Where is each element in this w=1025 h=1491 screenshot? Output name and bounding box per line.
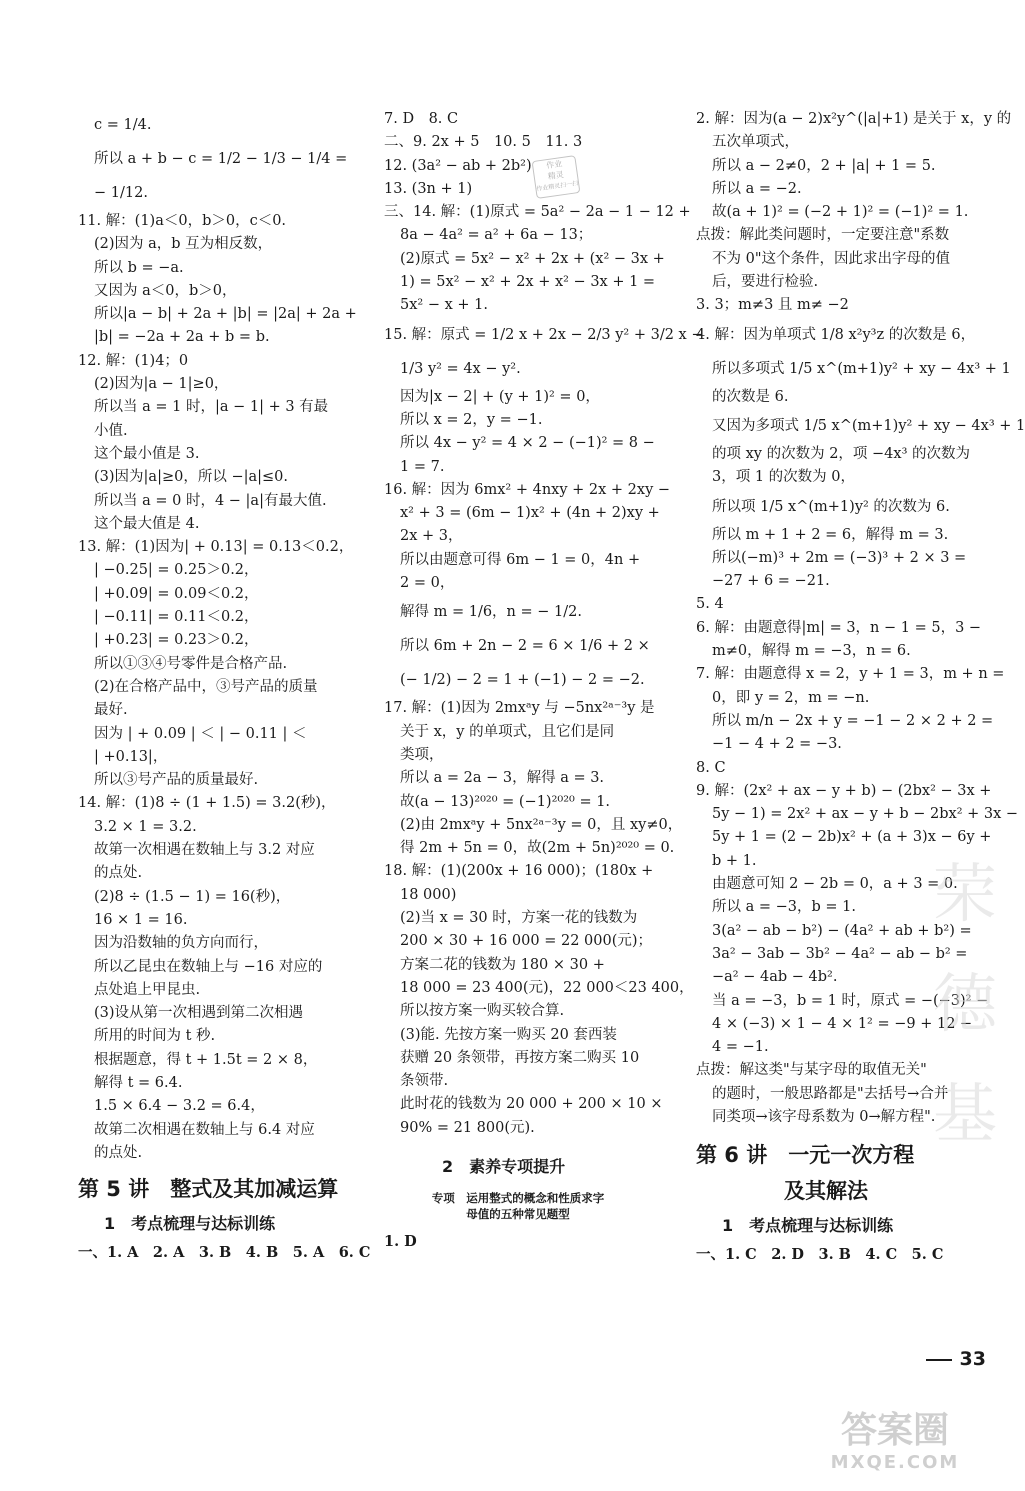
col1-line: 解得 t = 6.4.	[94, 1074, 183, 1091]
col2-line: 三、14. 解：(1)原式 = 5a² − 2a − 1 − 12 +	[384, 204, 691, 221]
col2-line: (2)原式 = 5x² − x² + 2x + (x² − 3x +	[400, 250, 665, 267]
col2-line: 12. (3a² − ab + 2b²)	[384, 157, 532, 174]
col3-line: 3a² − 3ab − 3b² − 4a² − ab − b² =	[712, 945, 968, 962]
col2-line: 所以 4x − y² = 4 × 2 − (−1)² = 8 −	[400, 435, 655, 452]
column-middle	[384, 108, 704, 1253]
col2-line: 1 = 7.	[400, 458, 445, 475]
col1-line: 所用的时间为 t 秒.	[94, 1028, 216, 1045]
col1-line: 所以 b = −a.	[94, 259, 184, 276]
col3-line: 点拨：解这类"与某字母的取值无关"	[696, 1062, 927, 1079]
site-watermark-logo: 答案圈	[840, 1410, 949, 1451]
site-watermark	[800, 1410, 990, 1474]
stamp-line-2: 精灵	[547, 169, 565, 182]
col3-line: 后，要进行检验.	[712, 274, 819, 291]
choice-answers-2: 一、1. C 2. D 3. B 4. C 5. C	[696, 1246, 944, 1264]
side-watermark-char-3: 基	[933, 1078, 997, 1152]
col3-line: 的次数是 6.	[712, 388, 789, 405]
col1-line: 14. 解：(1)8 ÷ (1 + 1.5) = 3.2(秒)，	[78, 795, 336, 812]
side-watermark-char-1: 荣	[933, 858, 997, 932]
col2-line: 方案二花的钱数为 180 × 30 +	[400, 956, 605, 973]
col1-line: 故第二次相遇在数轴上与 6.4 对应	[94, 1121, 315, 1138]
special-answer: 1. D	[384, 1232, 417, 1250]
col1-line: 最好.	[94, 702, 128, 719]
col2-line: 所以 x = 2，y = −1.	[400, 411, 543, 428]
col2-line: (2)由 2mxᵃy + 5nx²ᵃ⁻³y = 0，且 xy≠0，	[400, 816, 683, 833]
section-title-lesson-6-line-1: 第 6 讲 一元一次方程	[696, 1143, 915, 1168]
col2-line: 18 000 = 23 400(元)，22 000＜23 400，	[400, 979, 694, 996]
col2-line: 所以由题意可得 6m − 1 = 0，4n +	[400, 551, 641, 568]
col1-line: 根据题意，得 t + 1.5t = 2 × 8，	[94, 1051, 318, 1068]
col3-line: 所以多项式 1/5 x^(m+1)y² + xy − 4x³ + 1	[712, 360, 1011, 377]
col2-line: 8a − 4a² = a² + 6a − 13；	[400, 227, 593, 244]
col3-line: m≠0，解得 m = −3，n = 6.	[712, 643, 911, 660]
col2-line: 解得 m = 1/6，n = − 1/2.	[400, 604, 582, 621]
col1-line: 1.5 × 6.4 − 3.2 = 6.4，	[94, 1098, 265, 1115]
col1-line: (3)设从第一次相遇到第二次相遇	[94, 1005, 304, 1022]
column-right	[696, 108, 1025, 1267]
sub-title-review-training-2: 1 考点梳理与达标训练	[722, 1216, 894, 1236]
col1-line: 3.2 × 1 = 3.2.	[94, 818, 197, 835]
col3-line: 3. 3；m≠3 且 m≠ −2	[696, 297, 849, 314]
stamp-line-1: 作业	[545, 159, 563, 171]
col1-line: (2)在合格产品中，③号产品的质量	[94, 678, 318, 695]
col3-line: 4 × (−3) × 1 − 4 × 1² = −9 + 12 −	[712, 1015, 973, 1032]
col1-line: |b| = −2a + 2a + b = b.	[94, 329, 270, 346]
col1-line: 因为沿数轴的负方向而行，	[94, 935, 268, 952]
col1-line: (2)8 ÷ (1.5 − 1) = 16(秒)，	[94, 888, 291, 905]
col3-line: 0，即 y = 2，m = −n.	[712, 689, 870, 706]
col3-line: 7. 解：由题意得 x = 2，y + 1 = 3，m + n =	[696, 666, 1005, 683]
col1-line: | +0.23| = 0.23＞0.2，	[94, 632, 259, 649]
col1-line: 因为 | + 0.09 | ＜ | − 0.11 | ＜	[94, 725, 307, 742]
col2-line: (3)能. 先按方案一购买 20 套西装	[400, 1026, 617, 1043]
col3-line: 5. 4	[696, 596, 724, 613]
col3-line: 当 a = −3，b = 1 时，原式 = −(−3)² −	[712, 992, 989, 1009]
col1-line: 的点处.	[94, 1144, 143, 1161]
col2-line: (− 1/2) − 2 = 1 + (−1) − 2 = −2.	[400, 672, 645, 689]
col2-line: 7. D 8. C	[384, 111, 459, 127]
col3-line: 9. 解：(2x² + ax − y + b) − (2bx² − 3x +	[696, 782, 992, 799]
col2-line: 17. 解：(1)因为 2mxᵃy 与 −5nx²ᵃ⁻³y 是	[384, 700, 655, 717]
col3-line: 的项 xy 的次数为 2，项 −4x³ 的次数为	[712, 445, 971, 462]
col2-line: 200 × 30 + 16 000 = 22 000(元)；	[400, 933, 653, 950]
col1-line: 点处追上甲昆虫.	[94, 981, 201, 998]
col2-line: 15. 解：原式 = 1/2 x + 2x − 2/3 y² + 3/2 x −	[384, 326, 704, 343]
col3-line: 5y − 1) = 2x² + ax − y + b − 2bx² + 3x −	[712, 806, 1019, 823]
col3-line: −a² − 4ab − 4b².	[712, 969, 838, 986]
site-watermark-url: MXQE.COM	[830, 1452, 960, 1473]
col1-line: 所以|a − b| + 2a + |b| = |2a| + 2a +	[94, 306, 357, 323]
col2-line: 1) = 5x² − x² + 2x + x² − 3x + 1 =	[400, 274, 656, 291]
col1-line: 13. 解：(1)因为| + 0.13| = 0.13＜0.2，	[78, 539, 354, 556]
col2-line: 条领带.	[400, 1073, 449, 1090]
col3-line: 不为 0"这个条件，因此求出字母的值	[712, 250, 951, 267]
col2-line: 得 2m + 5n = 0，故(2m + 5n)²⁰²⁰ = 0.	[400, 840, 675, 857]
col3-line: 所以 a − 2≠0，2 + |a| + 1 = 5.	[712, 157, 936, 174]
col2-text-block	[384, 108, 704, 1140]
col2-line: 因为|x − 2| + (y + 1)² = 0，	[400, 388, 600, 405]
col3-line: 又因为多项式 1/5 x^(m+1)y² + xy − 4x³ + 1	[712, 417, 1025, 434]
col3-line: 由题意可知 2 − 2b = 0，a + 3 = 0.	[712, 876, 958, 893]
col1-line: 小值.	[94, 422, 128, 439]
special-topic-title	[384, 1190, 652, 1222]
col3-line: 4 = −1.	[712, 1039, 769, 1056]
col3-line: 所以 a = −2.	[712, 180, 802, 197]
col1-line: 所以③号产品的质量最好.	[94, 772, 259, 789]
col1-line: − 1/12.	[94, 185, 148, 201]
col1-line: (2)因为|a − 1|≥0，	[94, 376, 229, 393]
col3-line: 所以 m + 1 + 2 = 6，解得 m = 3.	[712, 526, 949, 543]
col1-line: 11. 解：(1)a＜0，b＞0，c＜0.	[78, 213, 287, 229]
col3-line: 五次单项式，	[712, 134, 799, 151]
stamp-line-3: 作业精灵扫一扫	[536, 180, 579, 193]
column-left	[78, 108, 371, 1264]
col3-line: 8. C	[696, 759, 726, 776]
col1-line: 16 × 1 = 16.	[94, 911, 188, 928]
col1-line: 所以①③④号零件是合格产品.	[94, 655, 288, 672]
col1-line: 这个最大值是 4.	[94, 515, 200, 532]
choice-answers: 一、1. A 2. A 3. B 4. B 5. A 6. C	[78, 1244, 371, 1262]
col1-line: 所以当 a = 0 时，4 − |a|有最大值.	[94, 492, 327, 509]
col1-line: 所以当 a = 1 时，|a − 1| + 3 有最	[94, 399, 329, 416]
col1-line: | −0.11| = 0.11＜0.2，	[94, 609, 259, 626]
col1-line: 所以 a + b − c = 1/2 − 1/3 − 1/4 =	[94, 151, 348, 167]
col3-line: −1 − 4 + 2 = −3.	[712, 736, 842, 753]
side-watermark-char-2: 德	[933, 968, 997, 1042]
col3-line: 故(a + 1)² = (−2 + 1)² = (−1)² = 1.	[712, 204, 969, 221]
col2-line: (2)当 x = 30 时，方案一花的钱数为	[400, 910, 638, 927]
col1-line: 的点处.	[94, 865, 143, 882]
col3-line: 5y + 1 = (2 − 2b)x² + (a + 3)x − 6y +	[712, 829, 992, 846]
col2-line: 类项，	[400, 746, 444, 763]
col2-line: 故(a − 13)²⁰²⁰ = (−1)²⁰²⁰ = 1.	[400, 793, 611, 810]
col3-line: 4. 解：因为单项式 1/8 x²y³z 的次数是 6，	[696, 326, 976, 343]
col1-line: | −0.25| = 0.25＞0.2，	[94, 562, 259, 579]
col1-text-block	[78, 108, 357, 1165]
col3-line: 所以(−m)³ + 2m = (−3)³ + 2 × 3 =	[712, 549, 967, 566]
sub-title-literacy: 2 素养专项提升	[442, 1156, 566, 1176]
stamp-watermark	[532, 155, 581, 199]
side-watermark	[930, 840, 1000, 1170]
col2-line: 所以 a = 2a − 3，解得 a = 3.	[400, 770, 605, 787]
col2-line: 所以 6m + 2n − 2 = 6 × 1/6 + 2 ×	[400, 638, 650, 655]
col3-line: 的题时，一般思路都是"去括号→合并	[712, 1085, 949, 1102]
col3-line: −27 + 6 = −21.	[712, 573, 830, 590]
section-title-lesson-6	[696, 1137, 958, 1209]
col1-line: 所以乙昆虫在数轴上与 −16 对应的	[94, 958, 323, 975]
col2-line: 13. (3n + 1)	[384, 180, 473, 197]
col2-line: x² + 3 = (6m − 1)x² + (4n + 2)xy +	[400, 505, 660, 522]
col2-line: 获赠 20 条领带，再按方案二购买 10	[400, 1049, 640, 1066]
col1-line: c = 1/4.	[94, 117, 152, 133]
col3-line: 6. 解：由题意得|m| = 3，n − 1 = 5，3 −	[696, 619, 982, 636]
col3-line: 同类项→该字母系数为 0→解方程".	[712, 1108, 936, 1125]
col1-line: (2)因为 a，b 互为相反数，	[94, 236, 273, 253]
col2-line: 90% = 21 800(元).	[400, 1119, 535, 1136]
special-topic-line-1: 专项 运用整式的概念和性质求字	[431, 1190, 605, 1205]
col2-line: 2 = 0，	[400, 575, 455, 592]
col3-line: 点拨：解此类问题时，一定要注意"系数	[696, 227, 950, 244]
sub-title-review-training: 1 考点梳理与达标训练	[104, 1214, 276, 1234]
col3-line: 所以项 1/5 x^(m+1)y² 的次数为 6.	[712, 498, 950, 515]
col1-line: | +0.13|，	[94, 748, 168, 765]
col2-line: 18 000)	[400, 886, 457, 903]
col2-line: 此时花的钱数为 20 000 + 200 × 10 ×	[400, 1096, 663, 1113]
col1-line: 又因为 a＜0，b＞0，	[94, 282, 237, 299]
col2-line: 18. 解：(1)(200x + 16 000)；(180x +	[384, 863, 654, 880]
page-number: 33	[926, 1348, 986, 1370]
col1-line: | +0.09| = 0.09＜0.2，	[94, 585, 259, 602]
col2-line: 16. 解：因为 6mx² + 4nxy + 2x + 2xy −	[384, 481, 671, 498]
col3-line: b + 1.	[712, 852, 757, 869]
col3-line: 2. 解：因为(a − 2)x²y^(|a|+1) 是关于 x，y 的	[696, 111, 1012, 127]
col2-line: 所以按方案一购买较合算.	[400, 1003, 565, 1020]
col3-line: 3(a² − ab − b²) − (4a² + ab + b²) =	[712, 922, 972, 939]
col3-line: 3，项 1 的次数为 0，	[712, 469, 856, 486]
col2-line: 1/3 y² = 4x − y².	[400, 360, 521, 377]
col2-line: 二、9. 2x + 5 10. 5 11. 3	[384, 134, 583, 151]
section-title-lesson-6-line-2: 及其解法	[784, 1179, 868, 1204]
col1-line: (3)因为|a|≥0，所以 −|a|≤0.	[94, 469, 288, 486]
col1-line: 这个最小值是 3.	[94, 445, 200, 462]
col2-line: 关于 x，y 的单项式，且它们是同	[400, 723, 615, 740]
col2-line: 2x + 3，	[400, 528, 463, 545]
col2-line: 5x² − x + 1.	[400, 297, 488, 314]
col1-line: 12. 解：(1)4；0	[78, 352, 189, 369]
col1-line: 故第一次相遇在数轴上与 3.2 对应	[94, 842, 315, 859]
col3-line: 所以 m/n − 2x + y = −1 − 2 × 2 + 2 =	[712, 712, 994, 729]
section-title-lesson-5: 第 5 讲 整式及其加减运算	[78, 1177, 339, 1202]
special-topic-line-2: 母值的五种常见题型	[466, 1206, 570, 1221]
col3-text-block	[696, 108, 1025, 1129]
col3-line: 所以 a = −3，b = 1.	[712, 899, 856, 916]
